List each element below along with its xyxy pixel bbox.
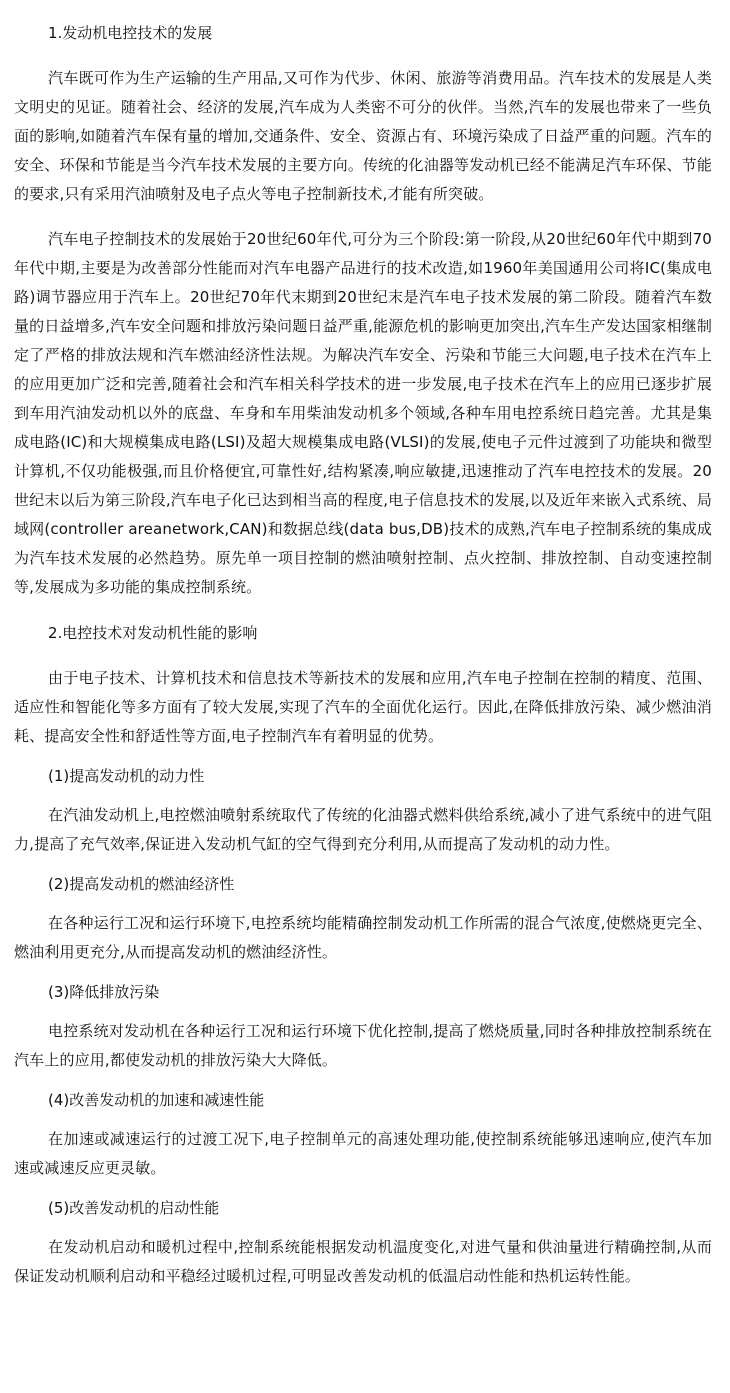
section-2-heading: 2.电控技术对发动机性能的影响 — [48, 624, 258, 642]
subsection-4-paragraph: 在加速或减速运行的过渡工况下,电子控制单元的高速处理功能,使控制系统能够迅速响应,使汽车加速或减速反应更灵敏。 — [14, 1130, 712, 1177]
subsection-1-paragraph: 在汽油发动机上,电控燃油喷射系统取代了传统的化油器式燃料供给系统,减小了进气系统中的进气阻力,提高了充气效率,保证进入发动机气缸的空气得到充分利用,从而提高了发动机的动力性。 — [14, 806, 712, 853]
subsection-2-paragraph: 在各种运行工况和运行环境下,电控系统均能精确控制发动机工作所需的混合气浓度,使燃烧更完全、燃油利用更充分,从而提高发动机的燃油经济性。 — [14, 914, 712, 961]
subsection-3-heading: (3)降低排放污染 — [48, 983, 160, 1001]
section-2-paragraph-1: 由于电子技术、计算机技术和信息技术等新技术的发展和应用,汽车电子控制在控制的精度、范围、适应性和智能化等多方面有了较大发展,实现了汽车的全面优化运行。因此,在降低排放污染、减少燃油消耗、提高安全性和舒适性等方面,电子控制汽车有着明显的优势。 — [14, 669, 712, 745]
section-1-paragraph-2: 汽车电子控制技术的发展始于20世纪60年代,可分为三个阶段:第一阶段,从20世纪60年代中期到70年代中期,主要是为改善部分性能而对汽车电器产品进行的技术改造,如1960年美国通用公司将IC(集成电路)调节器应用于汽车上。20世纪70年代末期到20世纪末是汽车电子技术发展的第二阶段。随着汽车数量的日益增多,汽车安全问题和排放污染问题日益严重,能源危机的影响更加突出,汽车生产发达国家相继制定了严格的排放法规和汽车燃油经济性法规。为解决汽车安全、污染和节能三大问题,电子技术在汽车上的应用更加广泛和完善,随着社会和汽车相关科学技术的进一步发展,电子技术在汽车上的应用已逐步扩展到车用汽油发动机以外的底盘、车身和车用柴油发动机多个领域,各种车用电控系统日趋完善。尤其是集成电路(IC)和大规模集成电路(LSI)及超大规模集成电路(VLSI)的发展,使电子元件过渡到了功能块和微型计算机,不仅功能极强,而且价格便宜,可靠性好,结构紧凑,响应敏捷,迅速推动了汽车电控技术的发展。20世纪末以后为第三阶段,汽车电子化已达到相当高的程度,电子信息技术的发展,以及近年来嵌入式系统、局域网(controller areanetwork,CAN)和数据总线(data bus,DB)技术的成熟,汽车电子控制系统的集成成为汽车技术发展的必然趋势。原先单一项目控制的燃油喷射控制、点火控制、排放控制、自动变速控制等,发展成为多功能的集成控制系统。 — [14, 230, 712, 596]
subsection-4-heading: (4)改善发动机的加速和减速性能 — [48, 1091, 265, 1109]
section-1-heading: 1.发动机电控技术的发展 — [48, 24, 213, 42]
subsection-5-paragraph: 在发动机启动和暖机过程中,控制系统能根据发动机温度变化,对进气量和供油量进行精确控制,从而保证发动机顺利启动和平稳经过暖机过程,可明显改善发动机的低温启动性能和热机运转性能。 — [14, 1238, 712, 1285]
subsection-3-paragraph: 电控系统对发动机在各种运行工况和运行环境下优化控制,提高了燃烧质量,同时各种排放控制系统在汽车上的应用,都使发动机的排放污染大大降低。 — [14, 1022, 712, 1069]
subsection-5-heading: (5)改善发动机的启动性能 — [48, 1199, 220, 1217]
subsection-2-heading: (2)提高发动机的燃油经济性 — [48, 875, 235, 893]
section-1-paragraph-1: 汽车既可作为生产运输的生产用品,又可作为代步、休闲、旅游等消费用品。汽车技术的发展是人类文明史的见证。随着社会、经济的发展,汽车成为人类密不可分的伙伴。当然,汽车的发展也带来了一些负面的影响,如随着汽车保有量的增加,交通条件、安全、资源占有、环境污染成了日益严重的问题。汽车的安全、环保和节能是当今汽车技术发展的主要方向。传统的化油器等发动机已经不能满足汽车环保、节能的要求,只有采用汽油喷射及电子点火等电子控制新技术,才能有所突破。 — [14, 69, 712, 203]
subsection-1-heading: (1)提高发动机的动力性 — [48, 767, 205, 785]
